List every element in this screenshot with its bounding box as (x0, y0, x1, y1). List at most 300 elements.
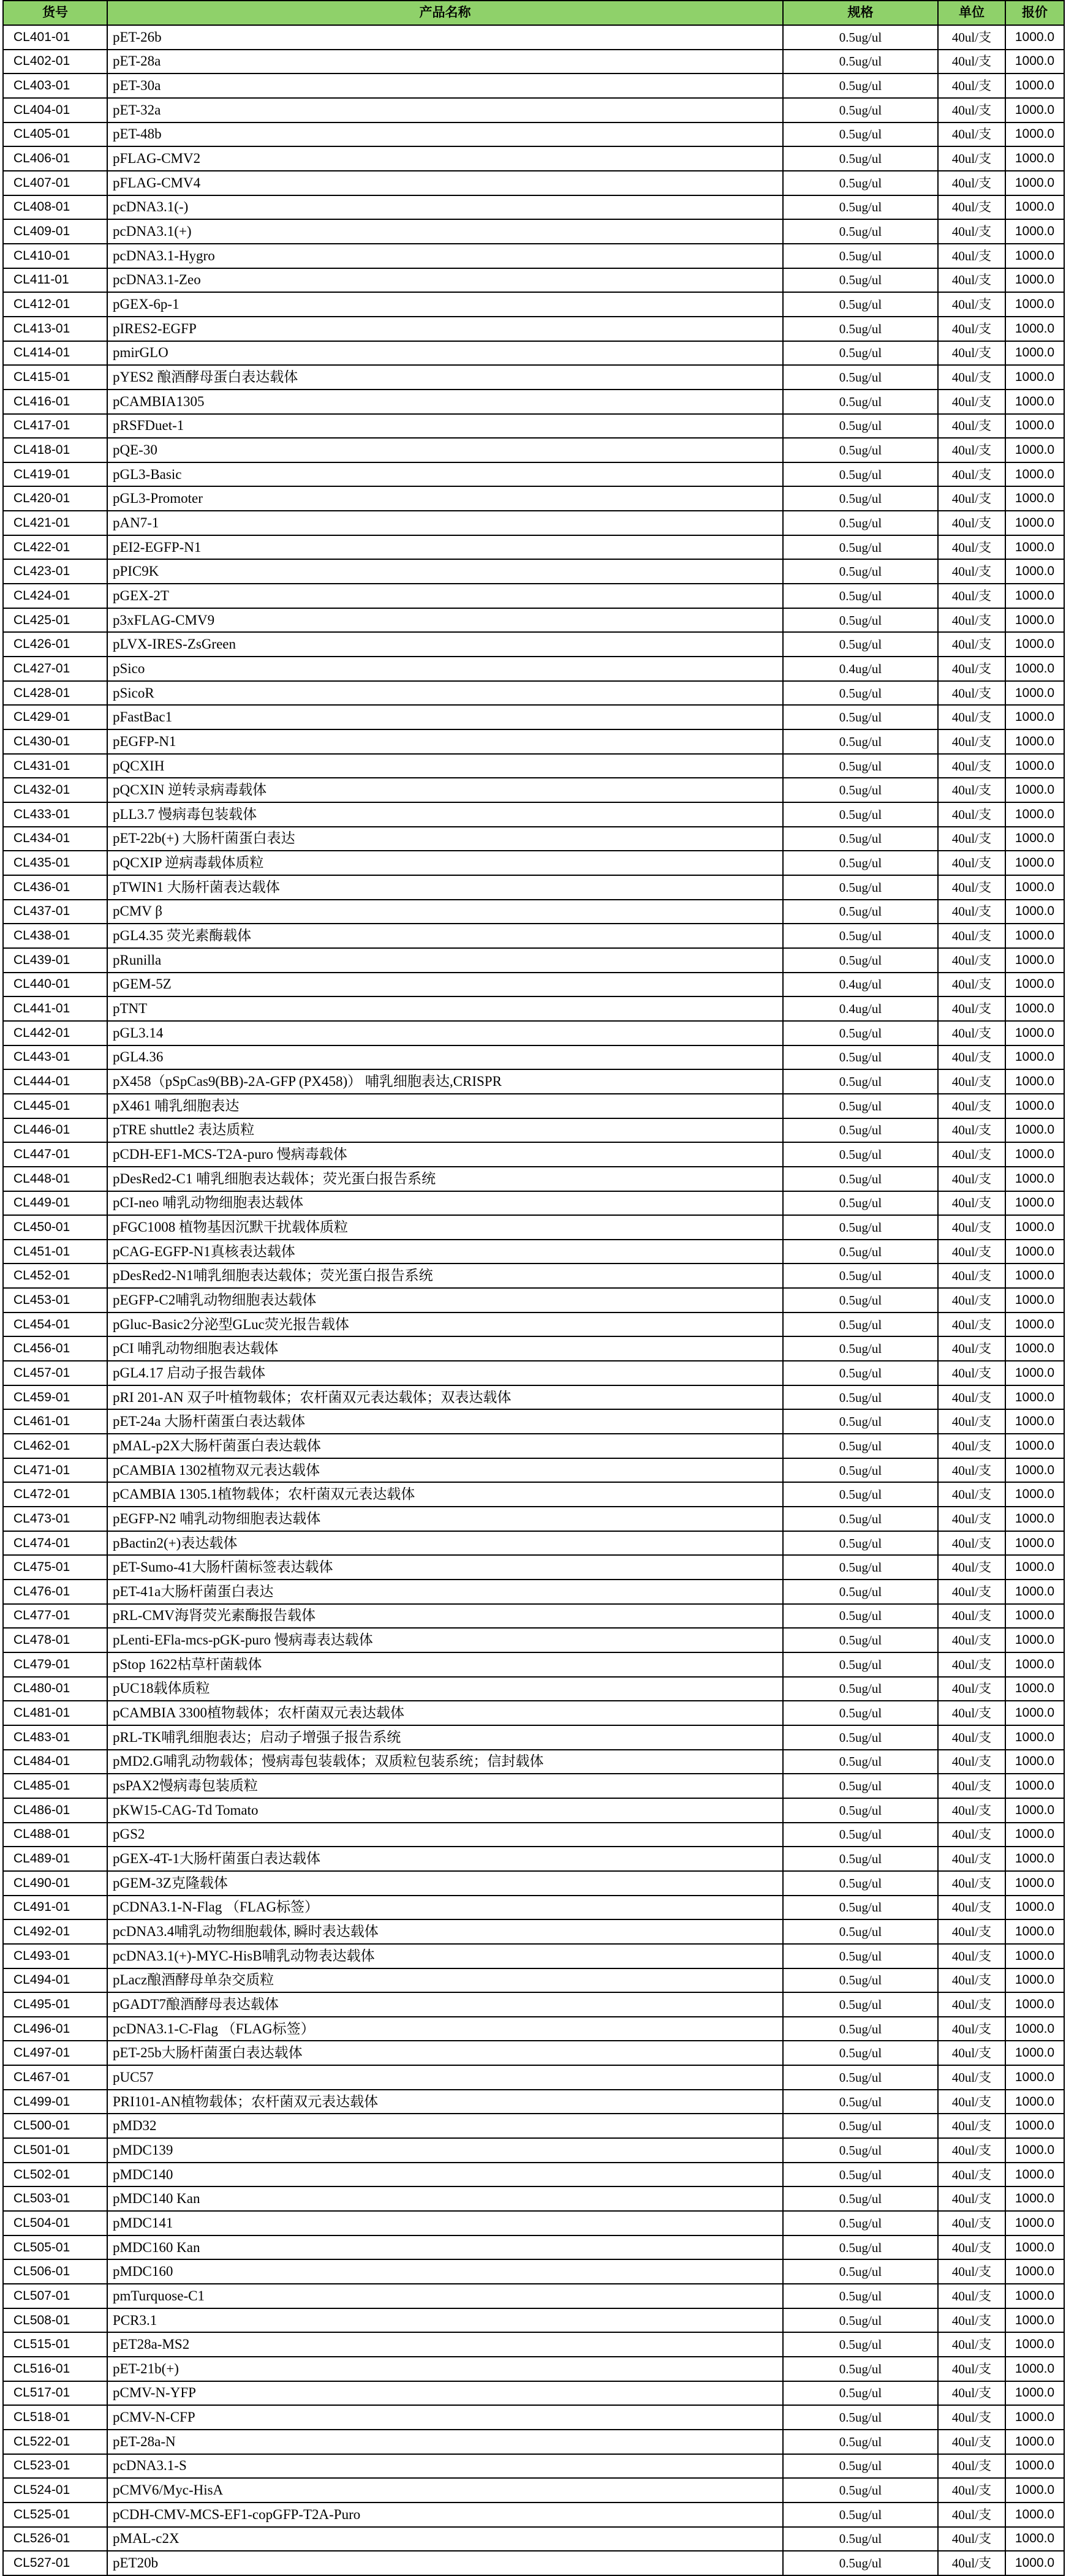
cell-price: 1000.0 (1005, 1944, 1064, 1968)
cell-code: CL493-01 (3, 1944, 107, 1968)
cell-code: CL429-01 (3, 705, 107, 729)
cell-unit: 40ul/支 (938, 2503, 1005, 2527)
cell-unit: 40ul/支 (938, 1847, 1005, 1871)
cell-spec: 0.5ug/ul (783, 1919, 938, 1944)
cell-code: CL489-01 (3, 1847, 107, 1871)
cell-product-name: pFLAG-CMV2 (107, 146, 783, 171)
cell-unit: 40ul/支 (938, 1094, 1005, 1118)
cell-spec: 0.5ug/ul (783, 2138, 938, 2163)
cell-product-name: pCI-neo 哺乳动物细胞表达载体 (107, 1191, 783, 1216)
cell-unit: 40ul/支 (938, 25, 1005, 50)
cell-product-name: pET-28a (107, 50, 783, 74)
table-row (3, 2478, 1064, 2503)
cell-price: 1000.0 (1005, 1336, 1064, 1361)
cell-price: 1000.0 (1005, 1847, 1064, 1871)
cell-spec: 0.5ug/ul (783, 98, 938, 122)
cell-unit: 40ul/支 (938, 1701, 1005, 1725)
cell-price: 1000.0 (1005, 1701, 1064, 1725)
cell-spec: 0.5ug/ul (783, 802, 938, 827)
cell-price: 1000.0 (1005, 511, 1064, 535)
cell-price: 1000.0 (1005, 2065, 1064, 2090)
table-row (3, 2017, 1064, 2041)
cell-unit: 40ul/支 (938, 1555, 1005, 1580)
cell-price: 1000.0 (1005, 1604, 1064, 1629)
cell-price: 1000.0 (1005, 1288, 1064, 1312)
table-row (3, 365, 1064, 390)
cell-product-name: pX458（pSpCas9(BB)-2A-GFP (PX458)） 哺乳细胞表达,CRISPR (107, 1069, 783, 1094)
cell-code: CL471-01 (3, 1458, 107, 1483)
table-row (3, 2041, 1064, 2065)
cell-unit: 40ul/支 (938, 1774, 1005, 1798)
cell-price: 1000.0 (1005, 2503, 1064, 2527)
cell-spec: 0.5ug/ul (783, 1409, 938, 1434)
table-row (3, 632, 1064, 657)
cell-unit: 40ul/支 (938, 584, 1005, 608)
cell-price: 1000.0 (1005, 341, 1064, 366)
cell-price: 1000.0 (1005, 390, 1064, 414)
cell-unit: 40ul/支 (938, 1798, 1005, 1823)
cell-product-name: pCMV6/Myc-HisA (107, 2478, 783, 2503)
cell-product-name: pcDNA3.1(+)-MYC-HisB哺乳动物表达载体 (107, 1944, 783, 1968)
cell-spec: 0.5ug/ul (783, 2405, 938, 2430)
table-row (3, 1701, 1064, 1725)
cell-unit: 40ul/支 (938, 1725, 1005, 1750)
cell-price: 1000.0 (1005, 122, 1064, 147)
table-row (3, 608, 1064, 633)
cell-code: CL477-01 (3, 1604, 107, 1629)
cell-code: CL437-01 (3, 900, 107, 924)
cell-code: CL435-01 (3, 851, 107, 875)
cell-product-name: pMAL-p2X大肠杆菌蛋白表达载体 (107, 1434, 783, 1458)
cell-unit: 40ul/支 (938, 2405, 1005, 2430)
cell-price: 1000.0 (1005, 1434, 1064, 1458)
cell-spec: 0.5ug/ul (783, 608, 938, 633)
cell-product-name: pGluc-Basic2分泌型GLuc荧光报告载体 (107, 1312, 783, 1337)
table-row (3, 1652, 1064, 1677)
cell-product-name: pX461 哺乳细胞表达 (107, 1094, 783, 1118)
cell-spec: 0.5ug/ul (783, 268, 938, 293)
cell-spec: 0.5ug/ul (783, 1944, 938, 1968)
cell-spec: 0.5ug/ul (783, 1701, 938, 1725)
cell-unit: 40ul/支 (938, 219, 1005, 244)
table-row (3, 1336, 1064, 1361)
cell-product-name: pGEM-5Z (107, 973, 783, 997)
table-row (3, 2527, 1064, 2552)
table-row (3, 1482, 1064, 1507)
cell-unit: 40ul/支 (938, 1142, 1005, 1167)
cell-spec: 0.5ug/ul (783, 146, 938, 171)
header-price: 报价 (1005, 1, 1064, 25)
cell-price: 1000.0 (1005, 1361, 1064, 1385)
cell-product-name: pCMV-N-CFP (107, 2405, 783, 2430)
cell-price: 1000.0 (1005, 1409, 1064, 1434)
cell-price: 1000.0 (1005, 1021, 1064, 1045)
cell-unit: 40ul/支 (938, 317, 1005, 341)
cell-product-name: pDesRed2-N1哺乳细胞表达载体；荧光蛋白报告系统 (107, 1264, 783, 1288)
cell-price: 1000.0 (1005, 754, 1064, 778)
cell-price: 1000.0 (1005, 171, 1064, 195)
cell-unit: 40ul/支 (938, 414, 1005, 439)
table-row (3, 584, 1064, 608)
cell-unit: 40ul/支 (938, 438, 1005, 462)
cell-spec: 0.5ug/ul (783, 1021, 938, 1045)
cell-product-name: pLL3.7 慢病毒包装载体 (107, 802, 783, 827)
cell-unit: 40ul/支 (938, 2041, 1005, 2065)
cell-code: CL422-01 (3, 535, 107, 560)
cell-spec: 0.5ug/ul (783, 317, 938, 341)
table-row (3, 195, 1064, 220)
cell-spec: 0.5ug/ul (783, 171, 938, 195)
cell-product-name: pCDH-CMV-MCS-EF1-copGFP-T2A-Puro (107, 2503, 783, 2527)
cell-product-name: pCMV-N-YFP (107, 2381, 783, 2406)
cell-spec: 0.4ug/ul (783, 973, 938, 997)
table-row (3, 268, 1064, 293)
cell-product-name: pET-26b (107, 25, 783, 50)
cell-price: 1000.0 (1005, 2478, 1064, 2503)
cell-spec: 0.5ug/ul (783, 2284, 938, 2308)
cell-code: CL410-01 (3, 244, 107, 268)
cell-code: CL407-01 (3, 171, 107, 195)
cell-code: CL418-01 (3, 438, 107, 462)
cell-price: 1000.0 (1005, 1191, 1064, 1216)
cell-unit: 40ul/支 (938, 973, 1005, 997)
cell-code: CL456-01 (3, 1336, 107, 1361)
table-row (3, 244, 1064, 268)
cell-spec: 0.5ug/ul (783, 2430, 938, 2454)
cell-unit: 40ul/支 (938, 657, 1005, 681)
cell-code: CL517-01 (3, 2381, 107, 2406)
cell-unit: 40ul/支 (938, 2357, 1005, 2381)
cell-product-name: pGL3-Promoter (107, 486, 783, 511)
cell-product-name: pGEX-4T-1大肠杆菌蛋白表达载体 (107, 1847, 783, 1871)
cell-code: CL486-01 (3, 1798, 107, 1823)
cell-product-name: pGADT7酿酒酵母表达载体 (107, 1992, 783, 2017)
table-row (3, 1774, 1064, 1798)
table-header-row (3, 1, 1064, 25)
cell-unit: 40ul/支 (938, 1531, 1005, 1556)
table-row (3, 1191, 1064, 1216)
cell-unit: 40ul/支 (938, 1871, 1005, 1896)
cell-code: CL499-01 (3, 2090, 107, 2114)
table-row (3, 1385, 1064, 1410)
table-row (3, 535, 1064, 560)
cell-price: 1000.0 (1005, 2284, 1064, 2308)
cell-unit: 40ul/支 (938, 729, 1005, 754)
cell-product-name: pTNT (107, 996, 783, 1021)
table-row (3, 2551, 1064, 2575)
table-row (3, 2357, 1064, 2381)
cell-price: 1000.0 (1005, 2381, 1064, 2406)
cell-unit: 40ul/支 (938, 1045, 1005, 1070)
cell-code: CL501-01 (3, 2138, 107, 2163)
cell-unit: 40ul/支 (938, 268, 1005, 293)
cell-product-name: pUC57 (107, 2065, 783, 2090)
cell-product-name: pCAMBIA 1305.1植物载体；农杆菌双元表达载体 (107, 1482, 783, 1507)
cell-unit: 40ul/支 (938, 146, 1005, 171)
table-row (3, 1167, 1064, 1191)
cell-price: 1000.0 (1005, 1555, 1064, 1580)
cell-spec: 0.5ug/ul (783, 1823, 938, 1847)
cell-code: CL481-01 (3, 1701, 107, 1725)
cell-unit: 40ul/支 (938, 1992, 1005, 2017)
table-row (3, 292, 1064, 317)
table-row (3, 317, 1064, 341)
cell-spec: 0.5ug/ul (783, 1361, 938, 1385)
cell-product-name: PCR3.1 (107, 2308, 783, 2333)
cell-spec: 0.5ug/ul (783, 2381, 938, 2406)
cell-product-name: pFGC1008 植物基因沉默干扰载体质粒 (107, 1215, 783, 1240)
cell-price: 1000.0 (1005, 2308, 1064, 2333)
cell-unit: 40ul/支 (938, 705, 1005, 729)
cell-spec: 0.5ug/ul (783, 390, 938, 414)
cell-price: 1000.0 (1005, 1118, 1064, 1143)
cell-spec: 0.5ug/ul (783, 1312, 938, 1337)
cell-unit: 40ul/支 (938, 1919, 1005, 1944)
cell-product-name: pCDH-EF1-MCS-T2A-puro 慢病毒载体 (107, 1142, 783, 1167)
cell-spec: 0.5ug/ul (783, 1167, 938, 1191)
cell-product-name: pET-48b (107, 122, 783, 147)
cell-product-name: pCAMBIA 3300植物载体；农杆菌双元表达载体 (107, 1701, 783, 1725)
cell-price: 1000.0 (1005, 1798, 1064, 1823)
cell-code: CL448-01 (3, 1167, 107, 1191)
table-row (3, 2138, 1064, 2163)
cell-spec: 0.5ug/ul (783, 1482, 938, 1507)
cell-code: CL432-01 (3, 778, 107, 802)
cell-unit: 40ul/支 (938, 2114, 1005, 2138)
cell-unit: 40ul/支 (938, 390, 1005, 414)
cell-price: 1000.0 (1005, 1896, 1064, 1920)
cell-price: 1000.0 (1005, 657, 1064, 681)
cell-product-name: pMDC140 (107, 2163, 783, 2187)
cell-spec: 0.5ug/ul (783, 1094, 938, 1118)
cell-unit: 40ul/支 (938, 1580, 1005, 1604)
cell-spec: 0.5ug/ul (783, 438, 938, 462)
cell-spec: 0.5ug/ul (783, 292, 938, 317)
table-row (3, 390, 1064, 414)
cell-code: CL454-01 (3, 1312, 107, 1337)
cell-product-name: pcDNA3.1-Hygro (107, 244, 783, 268)
cell-price: 1000.0 (1005, 2041, 1064, 2065)
cell-price: 1000.0 (1005, 219, 1064, 244)
cell-price: 1000.0 (1005, 438, 1064, 462)
cell-product-name: pUC18载体质粒 (107, 1677, 783, 1701)
cell-code: CL507-01 (3, 2284, 107, 2308)
cell-product-name: pKW15-CAG-Td Tomato (107, 1798, 783, 1823)
cell-code: CL416-01 (3, 390, 107, 414)
cell-price: 1000.0 (1005, 1725, 1064, 1750)
cell-unit: 40ul/支 (938, 2381, 1005, 2406)
cell-unit: 40ul/支 (938, 1968, 1005, 1993)
table-row (3, 1919, 1064, 1944)
cell-price: 1000.0 (1005, 2235, 1064, 2260)
cell-spec: 0.5ug/ul (783, 1191, 938, 1216)
cell-code: CL527-01 (3, 2551, 107, 2575)
cell-unit: 40ul/支 (938, 2259, 1005, 2284)
cell-price: 1000.0 (1005, 1264, 1064, 1288)
cell-product-name: pEGFP-N2 哺乳动物细胞表达载体 (107, 1507, 783, 1531)
cell-product-name: pLacz酿酒酵母单杂交质粒 (107, 1968, 783, 1993)
cell-spec: 0.5ug/ul (783, 2357, 938, 2381)
table-row (3, 875, 1064, 900)
cell-spec: 0.5ug/ul (783, 729, 938, 754)
cell-unit: 40ul/支 (938, 1896, 1005, 1920)
cell-product-name: pCAG-EGFP-N1真核表达载体 (107, 1240, 783, 1264)
table-row (3, 414, 1064, 439)
table-row (3, 1896, 1064, 1920)
table-row (3, 1580, 1064, 1604)
cell-unit: 40ul/支 (938, 2235, 1005, 2260)
table-row (3, 559, 1064, 584)
cell-unit: 40ul/支 (938, 73, 1005, 98)
cell-product-name: pRL-CMV海肾荧光素酶报告载体 (107, 1604, 783, 1629)
cell-product-name: pmirGLO (107, 341, 783, 366)
cell-price: 1000.0 (1005, 146, 1064, 171)
cell-code: CL504-01 (3, 2211, 107, 2235)
header-code: 货号 (3, 1, 107, 25)
cell-unit: 40ul/支 (938, 948, 1005, 973)
cell-code: CL525-01 (3, 2503, 107, 2527)
table-row (3, 1264, 1064, 1288)
cell-code: CL406-01 (3, 146, 107, 171)
cell-code: CL459-01 (3, 1385, 107, 1410)
table-row (3, 1434, 1064, 1458)
cell-product-name: pFastBac1 (107, 705, 783, 729)
cell-code: CL449-01 (3, 1191, 107, 1216)
cell-spec: 0.5ug/ul (783, 1992, 938, 2017)
cell-price: 1000.0 (1005, 1968, 1064, 1993)
cell-unit: 40ul/支 (938, 802, 1005, 827)
cell-price: 1000.0 (1005, 268, 1064, 293)
cell-unit: 40ul/支 (938, 2065, 1005, 2090)
cell-unit: 40ul/支 (938, 2090, 1005, 2114)
cell-spec: 0.5ug/ul (783, 1555, 938, 1580)
cell-spec: 0.5ug/ul (783, 875, 938, 900)
cell-unit: 40ul/支 (938, 1118, 1005, 1143)
cell-product-name: pGEX-2T (107, 584, 783, 608)
cell-code: CL526-01 (3, 2527, 107, 2552)
cell-spec: 0.5ug/ul (783, 1069, 938, 1094)
cell-product-name: pMDC160 (107, 2259, 783, 2284)
cell-code: CL461-01 (3, 1409, 107, 1434)
cell-spec: 0.5ug/ul (783, 1628, 938, 1652)
cell-spec: 0.5ug/ul (783, 2478, 938, 2503)
cell-spec: 0.5ug/ul (783, 219, 938, 244)
table-row (3, 851, 1064, 875)
cell-product-name: pMD2.G哺乳动物载体；慢病毒包装载体；双质粒包装系统；信封载体 (107, 1750, 783, 1774)
cell-code: CL442-01 (3, 1021, 107, 1045)
cell-spec: 0.5ug/ul (783, 1847, 938, 1871)
table-row (3, 827, 1064, 851)
cell-price: 1000.0 (1005, 584, 1064, 608)
cell-unit: 40ul/支 (938, 1628, 1005, 1652)
cell-code: CL405-01 (3, 122, 107, 147)
cell-price: 1000.0 (1005, 50, 1064, 74)
cell-unit: 40ul/支 (938, 754, 1005, 778)
table-row (3, 681, 1064, 706)
cell-product-name: pRI 201-AN 双子叶植物载体；农杆菌双元表达载体；双表达载体 (107, 1385, 783, 1410)
cell-price: 1000.0 (1005, 778, 1064, 802)
header-name: 产品名称 (107, 1, 783, 25)
cell-price: 1000.0 (1005, 1531, 1064, 1556)
cell-unit: 40ul/支 (938, 875, 1005, 900)
cell-unit: 40ul/支 (938, 1604, 1005, 1629)
cell-price: 1000.0 (1005, 705, 1064, 729)
cell-price: 1000.0 (1005, 535, 1064, 560)
cell-price: 1000.0 (1005, 2211, 1064, 2235)
cell-spec: 0.5ug/ul (783, 1774, 938, 1798)
cell-code: CL506-01 (3, 2259, 107, 2284)
table-row (3, 1944, 1064, 1968)
cell-product-name: pLenti-EFla-mcs-pGK-puro 慢病毒表达载体 (107, 1628, 783, 1652)
cell-product-name: pRL-TK哺乳细胞表达；启动子增强子报告系统 (107, 1725, 783, 1750)
cell-unit: 40ul/支 (938, 2138, 1005, 2163)
table-row (3, 1847, 1064, 1871)
cell-code: CL440-01 (3, 973, 107, 997)
cell-price: 1000.0 (1005, 292, 1064, 317)
cell-code: CL490-01 (3, 1871, 107, 1896)
cell-code: CL505-01 (3, 2235, 107, 2260)
cell-spec: 0.5ug/ul (783, 632, 938, 657)
cell-product-name: pET-Sumo-41大肠杆菌标签表达载体 (107, 1555, 783, 1580)
cell-code: CL451-01 (3, 1240, 107, 1264)
cell-code: CL518-01 (3, 2405, 107, 2430)
table-row (3, 2308, 1064, 2333)
cell-code: CL524-01 (3, 2478, 107, 2503)
cell-price: 1000.0 (1005, 365, 1064, 390)
cell-product-name: pMDC140 Kan (107, 2186, 783, 2211)
cell-price: 1000.0 (1005, 2017, 1064, 2041)
cell-spec: 0.5ug/ul (783, 2017, 938, 2041)
cell-code: CL425-01 (3, 608, 107, 633)
cell-product-name: pGL3.14 (107, 1021, 783, 1045)
cell-spec: 0.5ug/ul (783, 851, 938, 875)
cell-product-name: pGL3-Basic (107, 462, 783, 487)
table-row (3, 1069, 1064, 1094)
cell-product-name: pStop 1622枯草杆菌载体 (107, 1652, 783, 1677)
cell-product-name: pFLAG-CMV4 (107, 171, 783, 195)
cell-unit: 40ul/支 (938, 1944, 1005, 1968)
cell-price: 1000.0 (1005, 1045, 1064, 1070)
cell-price: 1000.0 (1005, 1240, 1064, 1264)
cell-price: 1000.0 (1005, 2186, 1064, 2211)
cell-unit: 40ul/支 (938, 2430, 1005, 2454)
cell-unit: 40ul/支 (938, 1677, 1005, 1701)
cell-code: CL434-01 (3, 827, 107, 851)
cell-spec: 0.5ug/ul (783, 681, 938, 706)
cell-code: CL450-01 (3, 1215, 107, 1240)
cell-spec: 0.5ug/ul (783, 2163, 938, 2187)
cell-code: CL447-01 (3, 1142, 107, 1167)
table-row (3, 1409, 1064, 1434)
cell-price: 1000.0 (1005, 608, 1064, 633)
cell-unit: 40ul/支 (938, 50, 1005, 74)
cell-code: CL473-01 (3, 1507, 107, 1531)
cell-spec: 0.5ug/ul (783, 1118, 938, 1143)
cell-spec: 0.5ug/ul (783, 827, 938, 851)
cell-product-name: pCDNA3.1-N-Flag （FLAG标签） (107, 1896, 783, 1920)
cell-price: 1000.0 (1005, 1458, 1064, 1483)
cell-price: 1000.0 (1005, 1652, 1064, 1677)
cell-price: 1000.0 (1005, 973, 1064, 997)
cell-unit: 40ul/支 (938, 195, 1005, 220)
table-row (3, 219, 1064, 244)
header-spec: 规格 (783, 1, 938, 25)
table-row (3, 924, 1064, 948)
cell-unit: 40ul/支 (938, 778, 1005, 802)
cell-product-name: PRI101-AN植物载体；农杆菌双元表达载体 (107, 2090, 783, 2114)
cell-code: CL421-01 (3, 511, 107, 535)
cell-price: 1000.0 (1005, 2405, 1064, 2430)
